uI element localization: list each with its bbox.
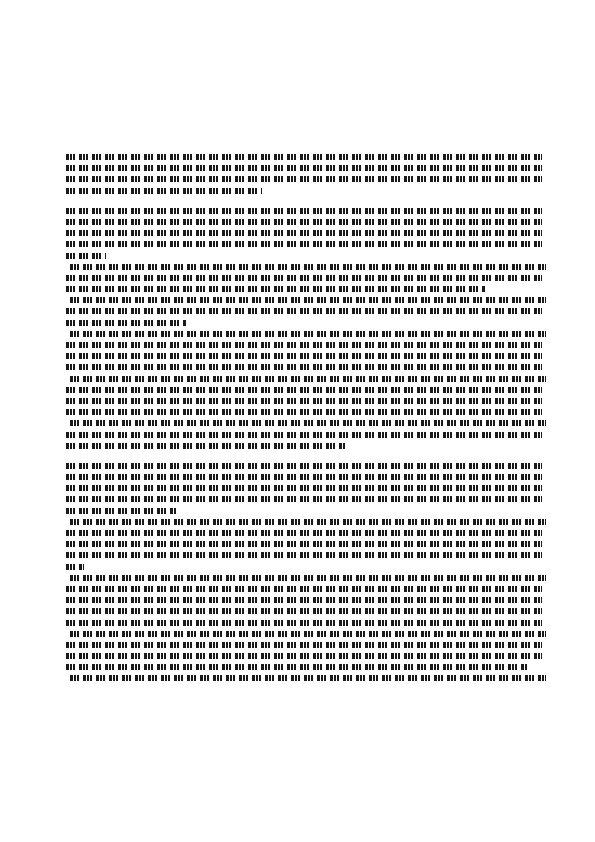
text-line: [66, 483, 543, 494]
text-line: [66, 163, 543, 174]
text-line: [66, 573, 543, 584]
text-line: [66, 441, 543, 452]
text-line: [66, 273, 543, 284]
text-line: [66, 418, 543, 429]
text-line: [66, 329, 543, 340]
text-line: [66, 318, 543, 329]
text-line: [66, 494, 543, 505]
text-line: [66, 606, 543, 617]
text-line: [66, 262, 543, 273]
text-line: [66, 351, 543, 362]
text-line: [66, 174, 543, 185]
text-line: [66, 662, 543, 673]
text-line: [66, 206, 543, 217]
text-line: [66, 251, 543, 262]
text-line: [66, 385, 543, 396]
text-line: [66, 640, 543, 651]
text-line: [66, 340, 543, 351]
text-line: [66, 517, 543, 528]
text-line: [66, 472, 543, 483]
text-line: [66, 673, 543, 684]
text-line: [66, 284, 543, 295]
paragraph: [66, 206, 543, 452]
document-body: [66, 152, 543, 694]
text-line: [66, 239, 543, 250]
text-line: [66, 374, 543, 385]
text-line: [66, 396, 543, 407]
text-line: [66, 651, 543, 662]
text-line: [66, 295, 543, 306]
text-line: [66, 562, 543, 573]
text-line: [66, 506, 543, 517]
text-line: [66, 228, 543, 239]
text-line: [66, 306, 543, 317]
text-line: [66, 539, 543, 550]
text-line: [66, 618, 543, 629]
text-line: [66, 629, 543, 640]
text-line: [66, 362, 543, 373]
text-line: [66, 595, 543, 606]
paragraph: [66, 461, 543, 685]
text-line: [66, 528, 543, 539]
text-line: [66, 584, 543, 595]
text-line: [66, 407, 543, 418]
paragraph: [66, 152, 543, 197]
text-line: [66, 430, 543, 441]
text-line: [66, 152, 543, 163]
text-line: [66, 550, 543, 561]
text-line: [66, 461, 543, 472]
text-line: [66, 217, 543, 228]
text-line: [66, 186, 543, 197]
